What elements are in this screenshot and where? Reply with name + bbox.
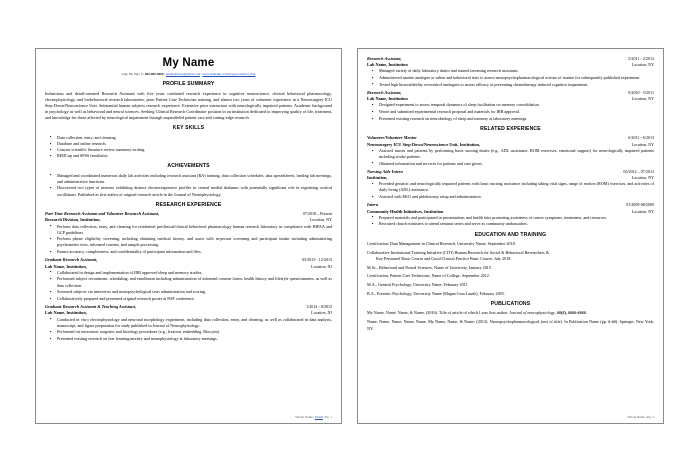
list-item: ▪ Obtained information and services for patients and care givers. [367, 161, 654, 167]
job-entry [367, 135, 654, 166]
education-entry [367, 291, 654, 297]
list-item: ▪ Perform data collection, entry, and cleaning for residential preclinical/clinical behavioral pharmacology human research laboratory in compliance with HIPAA and GCP guidelines. [45, 224, 332, 236]
list-item: ▪ Database and online research. [45, 141, 332, 147]
footer-name: Whole Name [627, 415, 645, 419]
job-title: Research Assistant, [367, 90, 402, 96]
list-item: ▪ Discovered two types of neurons exhibiting distinct electroresponsive profiles in central medial thalamus with potentially significant role in regulating cortical oscillations. Published as first author of original research article in the Journal of Neurophysiology. [45, 185, 332, 197]
education-entry [367, 273, 654, 279]
job-entry [367, 202, 654, 227]
list-item: ▪ Prepared materials and participated in presentations and health fairs promoting awareness of cancer symptoms, treatments, and resources. [367, 215, 654, 221]
list-item: ▪ Recruited church ministers to attend seminar series and serve as community ambassadors. [367, 221, 654, 227]
job-organization: Lab Name, Institution, [45, 310, 87, 316]
document-page-1 [35, 48, 342, 424]
job-organization: Institution, [367, 175, 388, 181]
education-entry-text-continued: Key Personnel Basic Course and Good Clinical Practice Basic Course, July 2018. [376, 255, 512, 261]
job-entry [367, 169, 654, 200]
footer-page-number: Pg. 2 [647, 415, 654, 419]
contact-separator-1: | [139, 72, 141, 76]
list-item: ▪ Provided geriatric and neurologically impaired patients with basic nursing assistance including taking vital signs, range of motion (ROM) exercises, and activities of daily living (ADL) assistance. [367, 181, 654, 193]
list-item: ▪ Administered taurine analogue or saline and behavioral tests to assess neuropsychopharmacological actions of taurine for subsequently published experiment. [367, 75, 654, 81]
list-item: ▪ Managed and coordinated numerous daily lab activities including research assistant (RA) training, data collection schedules, data spreadsheets, leading lab meetings, and administrative functions. [45, 173, 332, 185]
job-bullets [45, 317, 332, 343]
list-item: ▪ Data collection, entry, and cleaning. [45, 135, 332, 141]
page-2-content [358, 49, 663, 423]
publication-separator: , [554, 310, 557, 316]
job-title: Part-Time Research Assistant and Volunteer Research Assistant, [45, 211, 160, 217]
list-item: ▪ Ensure accuracy, completeness, and confidentiality of participant information and files. [45, 249, 332, 255]
job-dates: 01/2009-08/2009 [626, 202, 654, 208]
education-entry-text: Certification, Data Management in Clinical Research, University Name, September 2018. [367, 241, 516, 247]
contact-email-link[interactable]: emailaddress@gmail.com [165, 72, 201, 76]
contact-linkedin-link[interactable]: www.linkedin.com/in/personalized_link [202, 72, 256, 76]
page-title: My Name [162, 57, 215, 69]
job-organization: Lab Name, Institution [367, 96, 408, 102]
list-item: ▪ Assisted nurses and patients by performing basic nursing duties (e.g., ADL assistance, ROM exercises, emotional support) for neurologically impaired patients including stroke patients. [367, 148, 654, 160]
list-item: ▪ Screened subjects via interviews and neuropsychological tests administration and scoring. [45, 289, 332, 295]
section-heading-related-experience: RELATED EXPERIENCE [480, 125, 541, 132]
publication-text: Name, Name, Name, Name, Name, My Name, Name, & Name. (2013). Neuropsychopharmacological (rest of title). In Publication Name (pp. #-##). Springer, New York, NY. [367, 319, 654, 331]
list-item: ▪ Designed experiment to assess temporal dynamics of sleep facilitation on memory consolidation. [367, 102, 654, 108]
job-location: Location, NY [631, 62, 654, 68]
list-item: ▪ Presented existing research on neurobiology of sleep and memory at laboratory meetings. [367, 116, 654, 122]
job-location: Location, NY [631, 141, 654, 147]
job-dates: 1/2014 - 8/2015 [306, 304, 332, 310]
footer-link[interactable]: Email [315, 415, 323, 419]
job-bullets [367, 102, 654, 121]
list-item: ▪ Concise scientific literature review summary writing. [45, 147, 332, 153]
contact-separator-2: | [164, 72, 166, 76]
contact-phone: 000-000-0000 [144, 72, 164, 76]
education-entry-text: B.A., Forensic Psychology, University Name (Magna Cum Laude), February 2005. [367, 290, 505, 296]
job-dates: 05/2013 - 12/2013 [302, 257, 332, 263]
list-item: ▪ Perform phone eligibility screening, including obtaining medical history, and assist with in-person screening and participant intake including administering psychometric tests, informed consent, and sample processing. [45, 236, 332, 248]
job-title: Research Assistant, [367, 56, 402, 61]
section-heading-key-skills: KEY SKILLS [172, 125, 205, 132]
page-1-content [36, 49, 341, 423]
publication-journal: Journal of neurophysiology [509, 310, 555, 316]
job-entry [367, 56, 654, 88]
list-item: ▪ Presented existing research on fear learning/anxiety and neurophysiology at laboratory meetings. [45, 336, 332, 342]
job-bullets [45, 224, 332, 256]
job-organization: Community Health Initiatives, Institution [367, 208, 444, 214]
job-entry [367, 90, 654, 122]
job-bullets [367, 215, 654, 228]
job-location: Location, NY [309, 217, 332, 223]
contact-line [45, 72, 332, 77]
job-bullets [367, 148, 654, 167]
publication-entry [367, 319, 654, 331]
job-organization: Research Division, Institution, [45, 217, 101, 223]
job-dates: 9/2010 - 5/2011 [628, 90, 654, 96]
footer-page-number: Pg. 1 [325, 415, 332, 419]
job-entry [45, 211, 332, 255]
education-entry-text: Collaborative Institutional Training Initiative (CITI) Human Research for Social & Behavioral Researchers & [367, 249, 549, 255]
job-dates: 06/2012 – 07/2012 [623, 168, 654, 174]
job-location: Location, NY [631, 208, 654, 214]
page-footer [627, 415, 654, 420]
education-entry [367, 241, 654, 247]
list-item: ▪ Conducted in vitro electrophysiology and neuronal morphology experiment, including data collection, entry, and cleaning, as well as collaborated in data analysis, manuscript, and figure preparation for study published in Journal of Neurophysiology. [45, 317, 332, 329]
profile-summary-paragraph: Industrious and detail-oriented Research Assistant with five years combined research experience in cognitive neuroscience, clinical behavioral pharmacology, electrophysiology, and biobehavioral research laboratories, prior Patient Care Technician training, and almost two years of volunteer experience in a Neurosurgery ICU Step-Down/Neuroscience Unit. Substantial human subjects research experience. Extensive prior interaction with neurologically impaired patients. Academic background in psychology as well as behavioral and neural sciences. Seeking Clinical Research Coordinator position in an institution dedicated to improving quality of life, treatment, and knowledge for those affected by neurological impairment through unparalleled patient care and cutting-edge research. [45, 90, 332, 121]
contact-location: City, ST, Zip [121, 72, 139, 76]
job-location: Location, NY [631, 175, 654, 181]
education-entry-text: Certification, Patient Care Technician, Name of College, September 2012. [367, 273, 490, 279]
achievements-list [45, 173, 332, 198]
contact-phone-label: C: [140, 72, 145, 76]
list-item: ▪ Performed subject recruitment, scheduling, and enrollment including administration of informed consent forms, health history and lifestyle questionnaires, as well as data collection. [45, 276, 332, 288]
job-entry [45, 257, 332, 302]
education-entry-text: M.Sc., Behavioral and Neural Sciences, Name of University, January 2015. [367, 264, 492, 270]
job-dates: 07/2018 – Present [302, 211, 332, 217]
job-bullets [367, 68, 654, 87]
publication-volume: ##(#), ####-#### [556, 310, 586, 316]
list-item: ▪ Collaborated in design and implementation of IRB approved sleep and memory studies. [45, 270, 332, 276]
list-item: ▪ Wrote and submitted experimental research proposal and materials for IRB approval. [367, 109, 654, 115]
footer-separator: | [313, 415, 316, 419]
education-entry [367, 250, 654, 262]
job-location: Location, NJ [311, 263, 332, 269]
list-item: ▪ Collaboratively prepared and presented original research poster at NSF conference. [45, 296, 332, 302]
education-entry [367, 282, 654, 288]
job-title: Nursing Aide Intern [367, 168, 403, 174]
job-title: Volunteer/Volunteer Mentor [367, 135, 417, 141]
list-item: ▪ REDCap and SPSS familiarity. [45, 153, 332, 159]
list-item: ▪ Tested high bioavailability resveratrol analogues to assess efficacy in preventing chemotherapy induced cognitive impairment. [367, 82, 654, 88]
publication-entry [367, 310, 654, 316]
publication-text: My Name, Name, Name, & Name. (2016). Title of article of which I was first author. [367, 310, 510, 316]
job-organization: Lab Name, Institution, [45, 263, 87, 269]
education-entry [367, 265, 654, 271]
job-location: Location, NJ [311, 310, 332, 316]
section-heading-achievements: ACHIEVEMENTS [167, 163, 210, 170]
job-organization: Lab Name, Institution [367, 62, 408, 68]
education-entry-text: M.A., General Psychology, University Name, February 2011. [367, 281, 469, 287]
section-heading-education-and-training: EDUCATION AND TRAINING [474, 231, 547, 238]
job-dates: 6/2011 - 6/2013 [628, 135, 654, 141]
document-page-2 [357, 48, 664, 424]
job-bullets [45, 270, 332, 302]
job-dates: 5/2011 - 2/2012 [628, 56, 654, 61]
section-heading-publications: PUBLICATIONS [490, 300, 531, 307]
list-item: ▪ Managed variety of daily laboratory duties and trained incoming research assistants. [367, 68, 654, 74]
job-organization: Neurosurgery ICU Step-Down/Neuroscience Unit, Institution, [367, 141, 480, 147]
job-title: Graduate Research Assistant, [45, 257, 98, 263]
section-heading-research-experience: RESEARCH EXPERIENCE [155, 201, 222, 208]
list-item: ▪ Performed rat stereotaxic surgeries and histology procedures (e.g., fixation, embedding, Biocytin). [45, 329, 332, 335]
job-location: Location, NY [631, 96, 654, 102]
page-footer [295, 415, 332, 420]
list-item: ▪ Assisted with EKG and phlebotomy setup and administration. [367, 194, 654, 200]
job-bullets [367, 181, 654, 200]
publication-terminator: . [585, 310, 587, 316]
job-title: Graduate Research Assistant & Teaching Assistant, [45, 304, 136, 310]
section-heading-profile-summary: PROFILE SUMMARY [162, 81, 215, 87]
footer-separator: | [645, 415, 648, 419]
footer-separator-2: | [323, 415, 326, 419]
job-title: Intern [367, 202, 379, 208]
contact-separator-3: | [200, 72, 202, 76]
key-skills-list [45, 135, 332, 159]
job-entry [45, 304, 332, 342]
footer-name: Whole Name [295, 415, 313, 419]
